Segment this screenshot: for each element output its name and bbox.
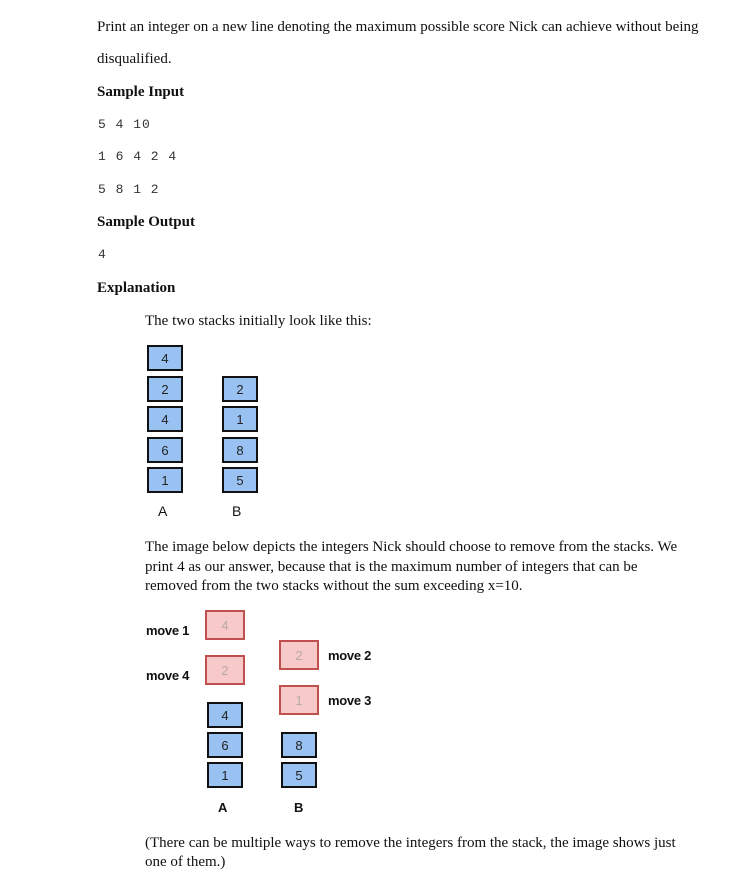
stack-a-cell: 6	[147, 437, 183, 463]
sample-output-value: 4	[98, 247, 107, 262]
stack-b-cell: 1	[222, 406, 258, 432]
stack-b-cell: 5	[222, 467, 258, 493]
explanation-paragraph-line-3: removed from the two stacks without the sum exceeding x=10.	[145, 578, 523, 594]
figure2-stack-a-label: A	[218, 800, 228, 815]
sample-output-heading: Sample Output	[97, 214, 195, 230]
move-4-label: move 4	[146, 668, 190, 683]
stack-b-cell: 8	[222, 437, 258, 463]
stack-a-cell: 2	[147, 376, 183, 402]
sample-input-line-3: 5 8 1 2	[98, 182, 160, 197]
explanation-heading: Explanation	[97, 280, 176, 296]
note-line-1: (There can be multiple ways to remove the integers from the stack, the image shows just	[145, 835, 676, 851]
stack-b-remaining-cell: 5	[281, 762, 317, 788]
stack-b-remaining-cell: 8	[281, 732, 317, 758]
stack-a-remaining-cell: 1	[207, 762, 243, 788]
stack-b-removed-cell: 1	[279, 685, 319, 715]
output-description-line-2: disqualified.	[97, 51, 172, 67]
stack-a-cell: 4	[147, 406, 183, 432]
explanation-paragraph-line-1: The image below depicts the integers Nick should choose to remove from the stacks. We	[145, 539, 678, 555]
stack-a-cell: 1	[147, 467, 183, 493]
sample-input-heading: Sample Input	[97, 84, 185, 100]
stack-a-removed-cell: 2	[205, 655, 245, 685]
stack-a-remaining-cell: 4	[207, 702, 243, 728]
move-2-label: move 2	[328, 648, 372, 663]
stack-a-remaining-cell: 6	[207, 732, 243, 758]
explanation-paragraph-line-2: print 4 as our answer, because that is the maximum number of integers that can be	[145, 559, 638, 575]
stack-b-removed-cell: 2	[279, 640, 319, 670]
stack-b-label: B	[232, 503, 242, 519]
move-1-label: move 1	[146, 623, 190, 638]
explanation-intro: The two stacks initially look like this:	[145, 313, 372, 329]
sample-input-line-2: 1 6 4 2 4	[98, 149, 178, 164]
sample-input-line-1: 5 4 10	[98, 117, 151, 132]
stack-a-removed-cell: 4	[205, 610, 245, 640]
stack-a-cell: 4	[147, 345, 183, 371]
note-line-2: one of them.)	[145, 854, 226, 870]
move-3-label: move 3	[328, 693, 372, 708]
stack-a-label: A	[158, 503, 168, 519]
stack-b-cell: 2	[222, 376, 258, 402]
output-description-line-1: Print an integer on a new line denoting the maximum possible score Nick can achieve without being	[97, 19, 699, 35]
figure2-stack-b-label: B	[294, 800, 304, 815]
